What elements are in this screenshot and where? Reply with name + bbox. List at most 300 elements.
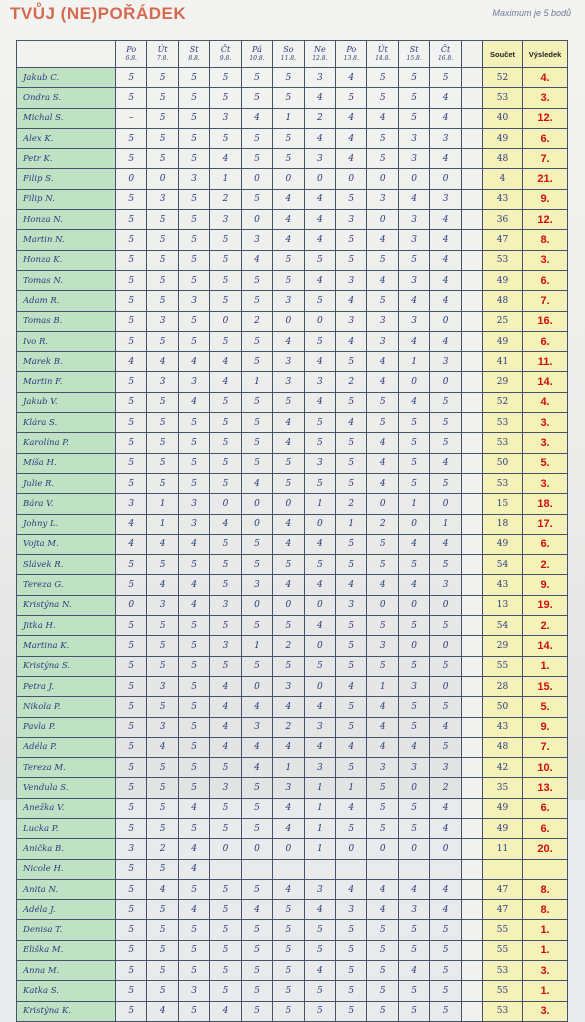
score-cell: 3 — [210, 636, 241, 656]
day-name: Pá — [252, 45, 262, 54]
result-cell: 8. — [523, 230, 568, 250]
score-cell — [367, 859, 398, 879]
child-name: Denisa T. — [17, 920, 116, 940]
score-cell: 5 — [304, 291, 335, 311]
child-name: Alex K. — [17, 128, 116, 148]
score-cell: 5 — [304, 656, 335, 676]
score-cell: 4 — [178, 595, 209, 615]
score-cell: 0 — [336, 839, 367, 859]
score-cell: 2 — [273, 717, 304, 737]
score-cell: 0 — [430, 595, 461, 615]
score-cell: 5 — [115, 778, 146, 798]
score-cell: 5 — [178, 778, 209, 798]
spacer-cell — [461, 920, 482, 940]
spacer-cell — [461, 128, 482, 148]
score-cell: 3 — [304, 758, 335, 778]
child-name: Petr K. — [17, 149, 116, 169]
spacer-cell — [461, 108, 482, 128]
day-header — [430, 41, 461, 68]
score-cell: 3 — [398, 900, 429, 920]
score-cell: 5 — [241, 68, 272, 88]
table-row — [17, 879, 568, 899]
sum-cell: 53 — [483, 413, 523, 433]
day-header — [115, 41, 146, 68]
result-cell: 4. — [523, 68, 568, 88]
score-cell: 4 — [367, 433, 398, 453]
score-cell: 5 — [336, 697, 367, 717]
spacer-cell — [461, 169, 482, 189]
score-cell: 5 — [273, 555, 304, 575]
score-cell: 5 — [178, 230, 209, 250]
score-cell: 5 — [210, 900, 241, 920]
score-cell: 3 — [398, 149, 429, 169]
score-cell: 2 — [336, 372, 367, 392]
result-cell: 2. — [523, 555, 568, 575]
score-cell: 4 — [398, 737, 429, 757]
score-cell: 4 — [367, 900, 398, 920]
score-cell: 0 — [367, 595, 398, 615]
score-cell: 4 — [241, 108, 272, 128]
score-cell: 4 — [304, 575, 335, 595]
score-cell: 1 — [241, 372, 272, 392]
child-name: Honza N. — [17, 210, 116, 230]
sum-cell: 18 — [483, 514, 523, 534]
spacer-cell — [461, 717, 482, 737]
score-cell: 4 — [367, 717, 398, 737]
score-cell: 5 — [304, 940, 335, 960]
score-cell: 1 — [273, 108, 304, 128]
day-header — [304, 41, 335, 68]
child-name: Bára V. — [17, 494, 116, 514]
score-cell: 5 — [273, 392, 304, 412]
score-cell: 5 — [367, 940, 398, 960]
score-cell: 5 — [367, 555, 398, 575]
score-cell: 5 — [178, 636, 209, 656]
score-cell: 5 — [147, 270, 178, 290]
score-cell: 0 — [430, 169, 461, 189]
score-cell: 5 — [178, 758, 209, 778]
score-cell: 5 — [367, 68, 398, 88]
score-cell: 5 — [241, 149, 272, 169]
table-row — [17, 494, 568, 514]
result-cell: 16. — [523, 311, 568, 331]
score-cell: 2 — [304, 108, 335, 128]
result-cell: 18. — [523, 494, 568, 514]
score-cell: 5 — [210, 413, 241, 433]
sum-cell: 49 — [483, 270, 523, 290]
result-cell: 6. — [523, 798, 568, 818]
score-cell: 4 — [304, 961, 335, 981]
score-cell: 5 — [147, 818, 178, 838]
day-date: 12.8. — [312, 55, 328, 62]
score-cell: 5 — [178, 68, 209, 88]
table-row — [17, 453, 568, 473]
score-cell: 3 — [304, 149, 335, 169]
score-cell: 5 — [115, 676, 146, 696]
score-cell: 5 — [336, 250, 367, 270]
score-cell: 4 — [210, 737, 241, 757]
score-cell: 5 — [147, 758, 178, 778]
child-name: Katka S. — [17, 981, 116, 1001]
score-cell: 5 — [241, 352, 272, 372]
score-cell: 5 — [241, 656, 272, 676]
score-cell: 5 — [115, 920, 146, 940]
score-cell: 4 — [273, 210, 304, 230]
child-name: Filip N. — [17, 189, 116, 209]
spacer-cell — [461, 352, 482, 372]
score-cell: 5 — [178, 697, 209, 717]
table-row — [17, 595, 568, 615]
score-cell: 4 — [147, 534, 178, 554]
spacer-cell — [461, 879, 482, 899]
score-cell: 0 — [273, 311, 304, 331]
score-cell: 5 — [241, 128, 272, 148]
score-cell: 4 — [336, 737, 367, 757]
score-cell: 5 — [178, 189, 209, 209]
spacer-cell — [461, 453, 482, 473]
score-cell: 5 — [241, 555, 272, 575]
score-cell: 2 — [147, 839, 178, 859]
score-cell: 4 — [210, 676, 241, 696]
score-cell: 4 — [367, 270, 398, 290]
score-cell: 5 — [147, 392, 178, 412]
score-cell: 0 — [398, 169, 429, 189]
result-cell: 1. — [523, 920, 568, 940]
score-cell: 4 — [273, 413, 304, 433]
score-cell: 3 — [147, 676, 178, 696]
score-cell: 5 — [398, 250, 429, 270]
score-cell — [273, 859, 304, 879]
score-cell: 5 — [115, 372, 146, 392]
table-row — [17, 250, 568, 270]
spacer-cell — [461, 210, 482, 230]
child-name: Nicole H. — [17, 859, 116, 879]
score-cell: 5 — [336, 758, 367, 778]
score-cell: 2 — [241, 311, 272, 331]
table-row — [17, 473, 568, 493]
table-row — [17, 818, 568, 838]
score-cell: 3 — [210, 778, 241, 798]
spacer-cell — [461, 575, 482, 595]
score-cell: 3 — [430, 189, 461, 209]
sum-header: Součet — [483, 41, 523, 68]
score-cell: 5 — [241, 270, 272, 290]
score-cell: 4 — [304, 616, 335, 636]
child-name: Klára S. — [17, 413, 116, 433]
child-name: Nikola P. — [17, 697, 116, 717]
score-cell: 5 — [178, 250, 209, 270]
child-name: Tereza G. — [17, 575, 116, 595]
score-cell: 5 — [210, 879, 241, 899]
score-cell: 5 — [178, 270, 209, 290]
score-cell: 4 — [178, 839, 209, 859]
score-cell: 1 — [304, 818, 335, 838]
score-cell: 5 — [273, 88, 304, 108]
table-row — [17, 981, 568, 1001]
score-cell: 0 — [398, 636, 429, 656]
child-name: Tomas B. — [17, 311, 116, 331]
score-cell: 4 — [430, 534, 461, 554]
max-score-note: Maximum je 5 bodů — [492, 8, 571, 18]
score-cell: 0 — [430, 636, 461, 656]
score-cell: 5 — [210, 128, 241, 148]
child-name: Honza K. — [17, 250, 116, 270]
score-cell: 0 — [367, 494, 398, 514]
score-cell: 5 — [210, 392, 241, 412]
score-cell: 0 — [241, 595, 272, 615]
table-row — [17, 900, 568, 920]
day-name: Ne — [313, 45, 326, 54]
score-cell: 4 — [304, 352, 335, 372]
score-cell: 5 — [115, 697, 146, 717]
score-cell: 5 — [210, 818, 241, 838]
result-cell: 1. — [523, 981, 568, 1001]
score-cell: 4 — [336, 879, 367, 899]
result-cell: 2. — [523, 616, 568, 636]
score-cell: 5 — [398, 981, 429, 1001]
score-cell: 5 — [367, 961, 398, 981]
score-cell: 5 — [178, 149, 209, 169]
score-cell: 4 — [430, 270, 461, 290]
score-cell: 4 — [241, 758, 272, 778]
day-date: 14.8. — [375, 55, 391, 62]
score-cell: 3 — [336, 595, 367, 615]
table-row — [17, 230, 568, 250]
result-cell: 4. — [523, 392, 568, 412]
spacer-cell — [461, 433, 482, 453]
score-cell: 5 — [304, 331, 335, 351]
score-cell: 5 — [430, 616, 461, 636]
score-cell: 5 — [241, 189, 272, 209]
sum-cell: 52 — [483, 392, 523, 412]
sum-cell: 48 — [483, 737, 523, 757]
spacer-cell — [461, 737, 482, 757]
score-cell: 1 — [398, 352, 429, 372]
score-cell: 5 — [241, 879, 272, 899]
day-name: Po — [126, 45, 137, 54]
table-row — [17, 291, 568, 311]
score-cell: 0 — [304, 676, 335, 696]
score-cell: 1 — [273, 758, 304, 778]
score-cell: 4 — [367, 108, 398, 128]
score-cell: 5 — [210, 88, 241, 108]
score-cell: 3 — [430, 575, 461, 595]
score-cell: 3 — [304, 453, 335, 473]
day-header — [336, 41, 367, 68]
day-date: 15.8. — [406, 55, 422, 62]
table-row — [17, 758, 568, 778]
score-cell: 5 — [147, 616, 178, 636]
child-name: Ondra S. — [17, 88, 116, 108]
table-row — [17, 68, 568, 88]
child-name: Anna M. — [17, 961, 116, 981]
score-cell: 5 — [147, 210, 178, 230]
result-cell: 14. — [523, 372, 568, 392]
score-cell: 5 — [304, 413, 335, 433]
child-name: Martin N. — [17, 230, 116, 250]
score-cell: 0 — [273, 595, 304, 615]
score-cell: 2 — [210, 189, 241, 209]
score-cell: 5 — [398, 473, 429, 493]
result-cell: 7. — [523, 149, 568, 169]
result-cell: 6. — [523, 128, 568, 148]
spacer-cell — [461, 758, 482, 778]
score-cell: 3 — [398, 230, 429, 250]
score-cell: 5 — [367, 778, 398, 798]
score-cell: 5 — [336, 1001, 367, 1021]
sum-cell: 50 — [483, 697, 523, 717]
score-cell: 5 — [147, 291, 178, 311]
score-cell: 5 — [115, 88, 146, 108]
score-cell: 4 — [367, 453, 398, 473]
score-cell: 5 — [241, 940, 272, 960]
score-cell: 5 — [336, 940, 367, 960]
score-cell: 0 — [430, 311, 461, 331]
score-cell: 4 — [273, 534, 304, 554]
score-cell: 5 — [367, 149, 398, 169]
score-cell: 5 — [336, 433, 367, 453]
child-name: Ivo R. — [17, 331, 116, 351]
score-cell: 2 — [367, 514, 398, 534]
sum-cell: 40 — [483, 108, 523, 128]
result-cell: 9. — [523, 717, 568, 737]
day-name: St — [409, 45, 419, 54]
day-name: Po — [346, 45, 357, 54]
score-cell: 5 — [115, 717, 146, 737]
table-row — [17, 189, 568, 209]
score-cell: 5 — [367, 1001, 398, 1021]
score-cell: 5 — [367, 291, 398, 311]
score-cell: 0 — [241, 210, 272, 230]
child-name: Filip S. — [17, 169, 116, 189]
sum-cell: 13 — [483, 595, 523, 615]
score-cell: 5 — [430, 473, 461, 493]
child-name: Adéla P. — [17, 737, 116, 757]
score-cell: 0 — [398, 839, 429, 859]
spacer-cell — [461, 494, 482, 514]
day-name: Čt — [440, 45, 451, 54]
score-cell: 5 — [398, 433, 429, 453]
score-cell: 5 — [210, 433, 241, 453]
score-cell: 5 — [210, 534, 241, 554]
table-row — [17, 697, 568, 717]
table-row — [17, 352, 568, 372]
score-cell: 5 — [241, 961, 272, 981]
sum-cell: 29 — [483, 372, 523, 392]
result-cell: 6. — [523, 534, 568, 554]
result-cell: 20. — [523, 839, 568, 859]
score-cell: 3 — [367, 636, 398, 656]
score-cell: 4 — [304, 900, 335, 920]
score-cell: 4 — [210, 1001, 241, 1021]
score-cell: 4 — [210, 717, 241, 737]
score-cell: 4 — [273, 230, 304, 250]
score-cell: 5 — [147, 473, 178, 493]
score-cell: 5 — [147, 555, 178, 575]
score-cell: 3 — [210, 108, 241, 128]
score-cell: 5 — [115, 149, 146, 169]
score-cell: 0 — [273, 839, 304, 859]
score-cell: 4 — [430, 900, 461, 920]
result-cell: 19. — [523, 595, 568, 615]
score-cell: 5 — [178, 473, 209, 493]
table-row — [17, 961, 568, 981]
score-cell: 3 — [147, 372, 178, 392]
score-cell: 5 — [336, 717, 367, 737]
day-date: 13.8. — [343, 55, 359, 62]
score-cell: 3 — [147, 311, 178, 331]
score-cell — [241, 859, 272, 879]
score-cell: 4 — [273, 697, 304, 717]
score-cell: 5 — [241, 981, 272, 1001]
score-cell: 3 — [336, 270, 367, 290]
score-cell: 0 — [430, 676, 461, 696]
sum-cell: 54 — [483, 555, 523, 575]
score-cell: 5 — [115, 230, 146, 250]
sum-cell: 47 — [483, 230, 523, 250]
spacer-cell — [461, 68, 482, 88]
result-cell — [523, 859, 568, 879]
score-cell: 5 — [115, 940, 146, 960]
score-cell: 5 — [178, 433, 209, 453]
sum-cell: 36 — [483, 210, 523, 230]
score-cell: 1 — [367, 676, 398, 696]
child-name: Jakub C. — [17, 68, 116, 88]
score-cell: 5 — [241, 453, 272, 473]
score-cell: 5 — [336, 961, 367, 981]
score-cell: 0 — [430, 839, 461, 859]
score-cell: 4 — [430, 149, 461, 169]
spacer-cell — [461, 697, 482, 717]
table-row — [17, 169, 568, 189]
score-cell: 4 — [273, 879, 304, 899]
sum-cell: 43 — [483, 575, 523, 595]
score-cell: 3 — [367, 189, 398, 209]
page-title: TVŮJ (NE)POŘÁDEK — [10, 4, 187, 23]
result-cell: 6. — [523, 270, 568, 290]
child-name: Pavla P. — [17, 717, 116, 737]
score-cell: 4 — [430, 818, 461, 838]
score-cell: 5 — [178, 331, 209, 351]
score-cell: 1 — [430, 514, 461, 534]
score-cell: 4 — [241, 473, 272, 493]
table-row — [17, 940, 568, 960]
score-cell: 3 — [430, 352, 461, 372]
score-cell: 4 — [273, 433, 304, 453]
score-cell: 5 — [178, 818, 209, 838]
score-cell: 0 — [430, 494, 461, 514]
score-cell: 4 — [430, 210, 461, 230]
score-cell: 1 — [398, 494, 429, 514]
score-cell: 5 — [147, 331, 178, 351]
score-cell: 5 — [273, 981, 304, 1001]
score-cell: – — [115, 108, 146, 128]
score-cell: 3 — [398, 311, 429, 331]
score-cell: 5 — [304, 473, 335, 493]
score-cell: 5 — [178, 453, 209, 473]
score-cell: 5 — [178, 555, 209, 575]
score-cell: 5 — [115, 818, 146, 838]
spacer-cell — [461, 839, 482, 859]
score-cell: 5 — [178, 210, 209, 230]
table-row — [17, 778, 568, 798]
score-cell: 3 — [398, 758, 429, 778]
result-cell: 8. — [523, 900, 568, 920]
score-cell: 4 — [304, 128, 335, 148]
score-cell: 4 — [178, 900, 209, 920]
result-cell: 9. — [523, 575, 568, 595]
score-cell: 3 — [273, 291, 304, 311]
